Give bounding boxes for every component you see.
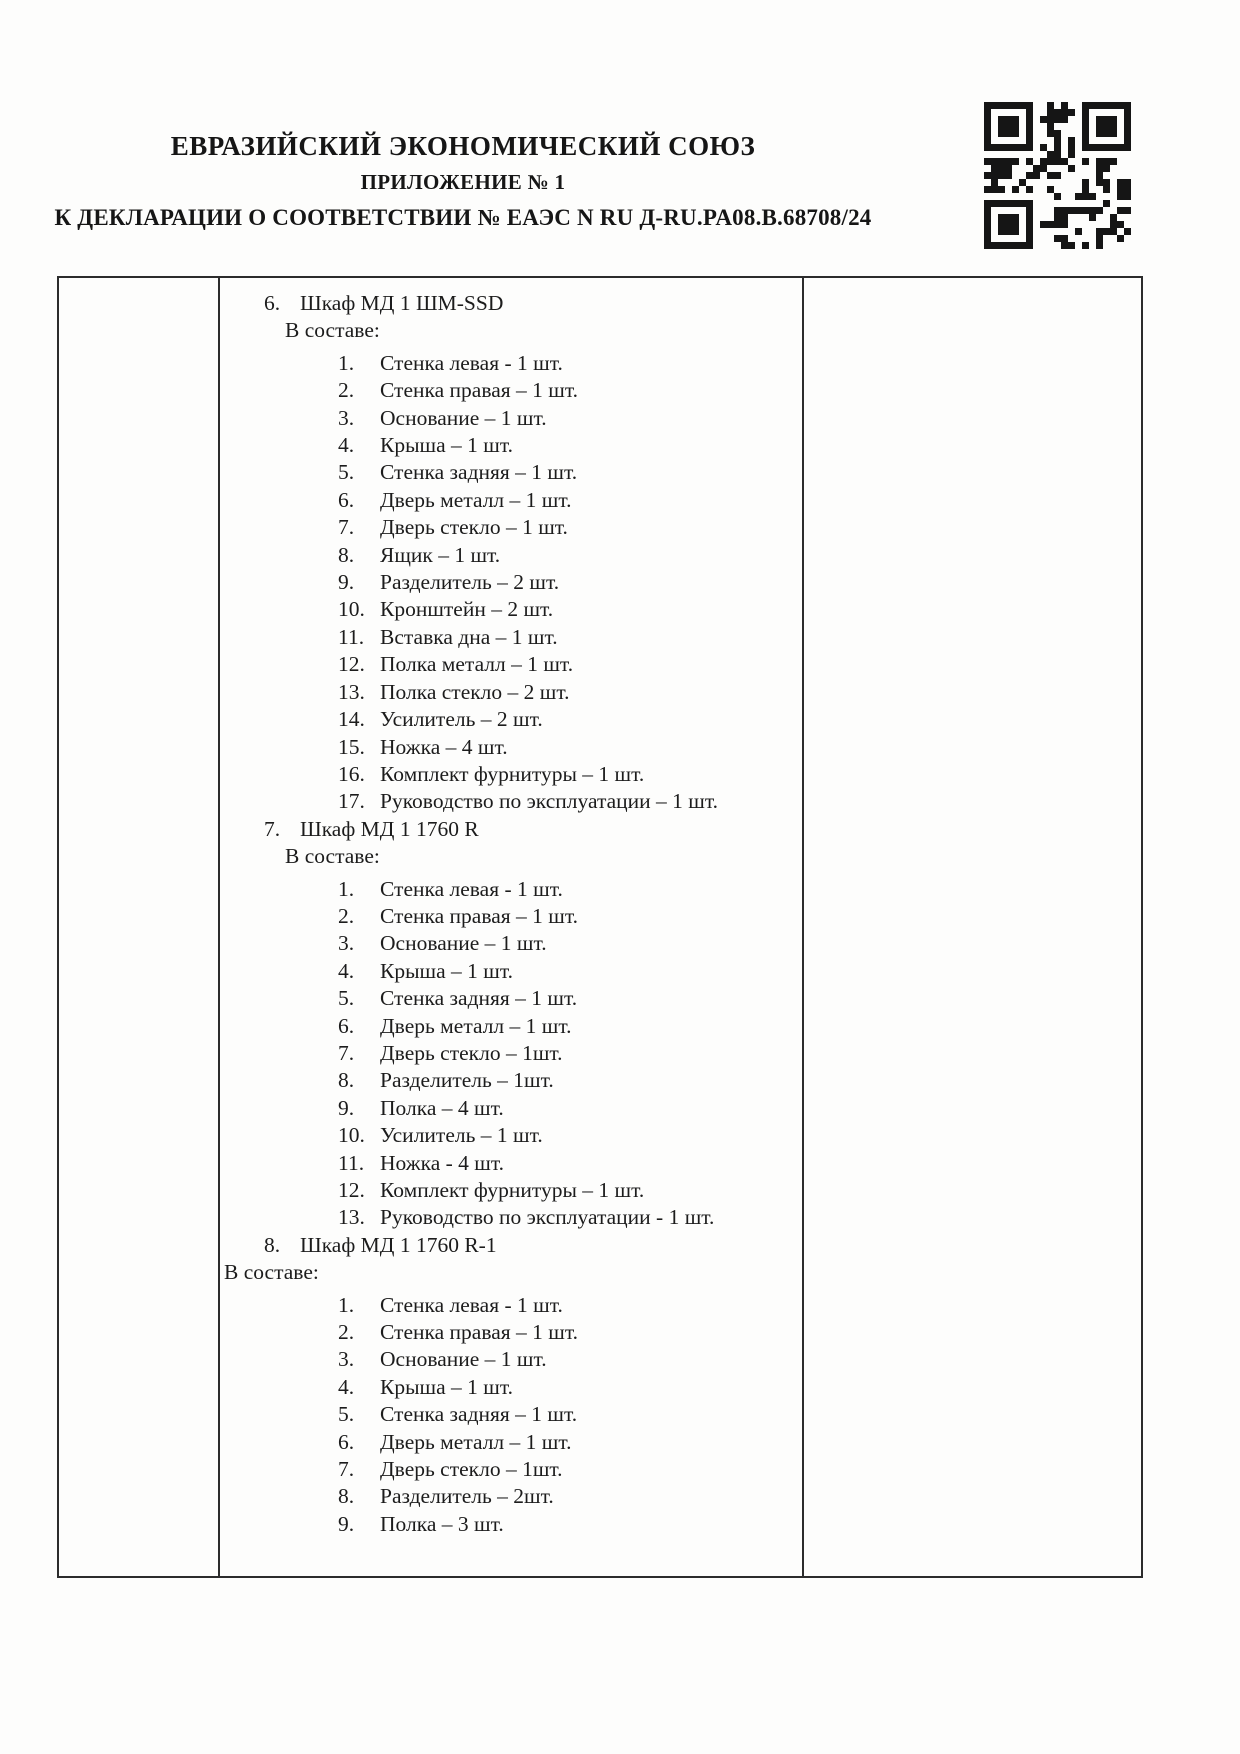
item-number: 11. bbox=[338, 1150, 365, 1175]
list-item bbox=[338, 1095, 800, 1122]
item-number: 9. bbox=[338, 1095, 355, 1120]
item-text: Дверь стекло – 1шт. bbox=[380, 1457, 563, 1482]
item-text: Ящик – 1 шт. bbox=[380, 542, 501, 567]
list-item bbox=[338, 1204, 800, 1231]
item-number: 15. bbox=[338, 734, 365, 759]
item-text: Стенка правая – 1 шт. bbox=[380, 378, 578, 403]
item-number: 5. bbox=[338, 460, 355, 485]
list-item bbox=[338, 405, 800, 432]
item-text: Крыша – 1 шт. bbox=[380, 958, 513, 983]
section-number: 7. bbox=[264, 816, 281, 841]
list-item bbox=[338, 876, 800, 903]
item-number: 6. bbox=[338, 487, 355, 512]
item-number: 1. bbox=[338, 350, 355, 375]
component-list bbox=[338, 1292, 800, 1539]
item-number: 8. bbox=[338, 1484, 355, 1509]
table-column-divider-left bbox=[218, 278, 220, 1576]
item-text: Стенка правая – 1 шт. bbox=[380, 1320, 578, 1345]
item-number: 1. bbox=[338, 1292, 355, 1317]
item-text: Полка металл – 1 шт. bbox=[380, 652, 574, 677]
item-text: Дверь стекло – 1 шт. bbox=[380, 515, 568, 540]
list-item bbox=[338, 1374, 800, 1401]
item-number: 3. bbox=[338, 405, 355, 430]
list-item bbox=[338, 1429, 800, 1456]
list-item bbox=[338, 1456, 800, 1483]
list-item bbox=[338, 569, 800, 596]
item-text: Стенка задняя – 1 шт. bbox=[380, 460, 578, 485]
list-item bbox=[338, 624, 800, 651]
section-8 bbox=[222, 1232, 800, 1538]
list-item bbox=[338, 487, 800, 514]
item-number: 7. bbox=[338, 1040, 355, 1065]
list-item bbox=[338, 1511, 800, 1538]
item-number: 6. bbox=[338, 1429, 355, 1454]
component-list bbox=[338, 876, 800, 1232]
item-text: Комплект фурнитуры – 1 шт. bbox=[380, 1178, 645, 1202]
list-item bbox=[338, 1040, 800, 1067]
item-text: Основание – 1 шт. bbox=[380, 931, 547, 956]
item-text: Стенка правая – 1 шт. bbox=[380, 903, 578, 928]
list-item bbox=[338, 1150, 800, 1177]
item-number: 2. bbox=[338, 903, 355, 928]
section-name: Шкаф МД 1 ШМ-SSD bbox=[300, 291, 504, 315]
item-text: Стенка задняя – 1 шт. bbox=[380, 1402, 578, 1427]
item-number: 9. bbox=[338, 570, 355, 595]
item-text: Полка – 4 шт. bbox=[380, 1095, 504, 1120]
section-title bbox=[222, 1232, 800, 1259]
section-number: 8. bbox=[264, 1232, 281, 1257]
item-number: 3. bbox=[338, 1347, 355, 1372]
list-item bbox=[338, 985, 800, 1012]
section-title bbox=[222, 290, 800, 317]
item-text: Дверь металл – 1 шт. bbox=[380, 1013, 572, 1038]
item-text: Дверь стекло – 1шт. bbox=[380, 1040, 563, 1065]
list-item bbox=[338, 1292, 800, 1319]
section-number: 6. bbox=[264, 291, 281, 315]
list-item bbox=[338, 1401, 800, 1428]
list-item bbox=[338, 734, 800, 761]
list-item bbox=[338, 1122, 800, 1149]
item-number: 1. bbox=[338, 876, 355, 901]
item-number: 12. bbox=[338, 652, 365, 677]
item-text: Основание – 1 шт. bbox=[380, 1347, 547, 1372]
list-item bbox=[338, 761, 800, 788]
component-list bbox=[338, 350, 800, 816]
composition-label: В составе: bbox=[285, 318, 380, 343]
qr-code-icon bbox=[984, 102, 1131, 249]
item-number: 10. bbox=[338, 597, 365, 622]
section-title bbox=[222, 816, 800, 843]
item-number: 5. bbox=[338, 986, 355, 1011]
item-number: 7. bbox=[338, 515, 355, 540]
list-item bbox=[338, 1067, 800, 1094]
item-text: Разделитель – 2 шт. bbox=[380, 570, 560, 595]
item-number: 7. bbox=[338, 1457, 355, 1482]
composition-label: В составе: bbox=[224, 1260, 319, 1285]
item-number: 14. bbox=[338, 707, 365, 732]
item-number: 10. bbox=[338, 1123, 365, 1148]
item-text: Усилитель – 1 шт. bbox=[380, 1123, 543, 1148]
item-number: 16. bbox=[338, 761, 365, 786]
item-text: Кронштейн – 2 шт. bbox=[380, 597, 554, 622]
list-item bbox=[338, 706, 800, 733]
item-number: 9. bbox=[338, 1511, 355, 1536]
item-number: 4. bbox=[338, 1374, 355, 1399]
appendix-title: ПРИЛОЖЕНИЕ № 1 bbox=[360, 170, 566, 194]
list-item bbox=[338, 903, 800, 930]
table-content bbox=[222, 290, 800, 1538]
list-item bbox=[338, 679, 800, 706]
list-item bbox=[338, 350, 800, 377]
section-7 bbox=[222, 816, 800, 1232]
item-number: 6. bbox=[338, 1013, 355, 1038]
item-text: Стенка задняя – 1 шт. bbox=[380, 986, 578, 1011]
declaration-number-line: К ДЕКЛАРАЦИИ О СООТВЕТСТВИИ № ЕАЭС N RU Д-RU.PA08.B.68708/24 bbox=[54, 205, 872, 230]
item-text: Основание – 1 шт. bbox=[380, 405, 547, 430]
item-number: 17. bbox=[338, 789, 365, 814]
item-text: Ножка - 4 шт. bbox=[380, 1150, 505, 1175]
item-text: Дверь металл – 1 шт. bbox=[380, 1429, 572, 1454]
section-name: Шкаф МД 1 1760 R bbox=[300, 816, 479, 841]
list-item bbox=[338, 377, 800, 404]
list-item bbox=[338, 432, 800, 459]
item-text: Крыша – 1 шт. bbox=[380, 1374, 513, 1399]
list-item bbox=[338, 1013, 800, 1040]
composition-label: В составе: bbox=[285, 844, 380, 869]
document-header bbox=[40, 130, 886, 231]
item-text: Стенка левая - 1 шт. bbox=[380, 1292, 563, 1317]
item-text: Стенка левая - 1 шт. bbox=[380, 876, 563, 901]
item-text: Разделитель – 1шт. bbox=[380, 1068, 554, 1093]
list-item bbox=[338, 542, 800, 569]
item-number: 13. bbox=[338, 679, 365, 704]
item-number: 8. bbox=[338, 1068, 355, 1093]
list-item bbox=[338, 459, 800, 486]
list-item bbox=[338, 788, 800, 815]
item-text: Вставка дна – 1 шт. bbox=[380, 624, 558, 649]
list-item bbox=[338, 1346, 800, 1373]
list-item bbox=[338, 1483, 800, 1510]
item-number: 11. bbox=[338, 624, 365, 649]
item-text: Разделитель – 2шт. bbox=[380, 1484, 554, 1509]
item-number: 5. bbox=[338, 1402, 355, 1427]
list-item bbox=[338, 1177, 800, 1204]
item-text: Ножка – 4 шт. bbox=[380, 734, 508, 759]
item-text: Руководство по эксплуатации - 1 шт. bbox=[380, 1205, 715, 1230]
item-number: 3. bbox=[338, 931, 355, 956]
item-number: 12. bbox=[338, 1178, 365, 1202]
list-item bbox=[338, 651, 800, 678]
union-title: ЕВРАЗИЙСКИЙ ЭКОНОМИЧЕСКИЙ СОЮЗ bbox=[170, 131, 756, 161]
list-item bbox=[338, 514, 800, 541]
item-number: 8. bbox=[338, 542, 355, 567]
list-item bbox=[338, 930, 800, 957]
item-number: 4. bbox=[338, 433, 355, 458]
item-number: 4. bbox=[338, 958, 355, 983]
item-text: Полка – 3 шт. bbox=[380, 1511, 504, 1536]
document-table bbox=[57, 276, 1143, 1578]
list-item bbox=[338, 596, 800, 623]
item-number: 2. bbox=[338, 1320, 355, 1345]
item-number: 13. bbox=[338, 1205, 365, 1230]
item-text: Руководство по эксплуатации – 1 шт. bbox=[380, 789, 719, 814]
table-column-divider-right bbox=[802, 278, 804, 1576]
list-item bbox=[338, 1319, 800, 1346]
section-6 bbox=[222, 290, 800, 816]
item-text: Стенка левая - 1 шт. bbox=[380, 350, 563, 375]
item-text: Усилитель – 2 шт. bbox=[380, 707, 543, 732]
item-number: 2. bbox=[338, 378, 355, 403]
item-text: Полка стекло – 2 шт. bbox=[380, 679, 570, 704]
section-name: Шкаф МД 1 1760 R-1 bbox=[300, 1232, 497, 1257]
item-text: Дверь металл – 1 шт. bbox=[380, 487, 572, 512]
list-item bbox=[338, 958, 800, 985]
item-text: Крыша – 1 шт. bbox=[380, 433, 513, 458]
item-text: Комплект фурнитуры – 1 шт. bbox=[380, 761, 645, 786]
